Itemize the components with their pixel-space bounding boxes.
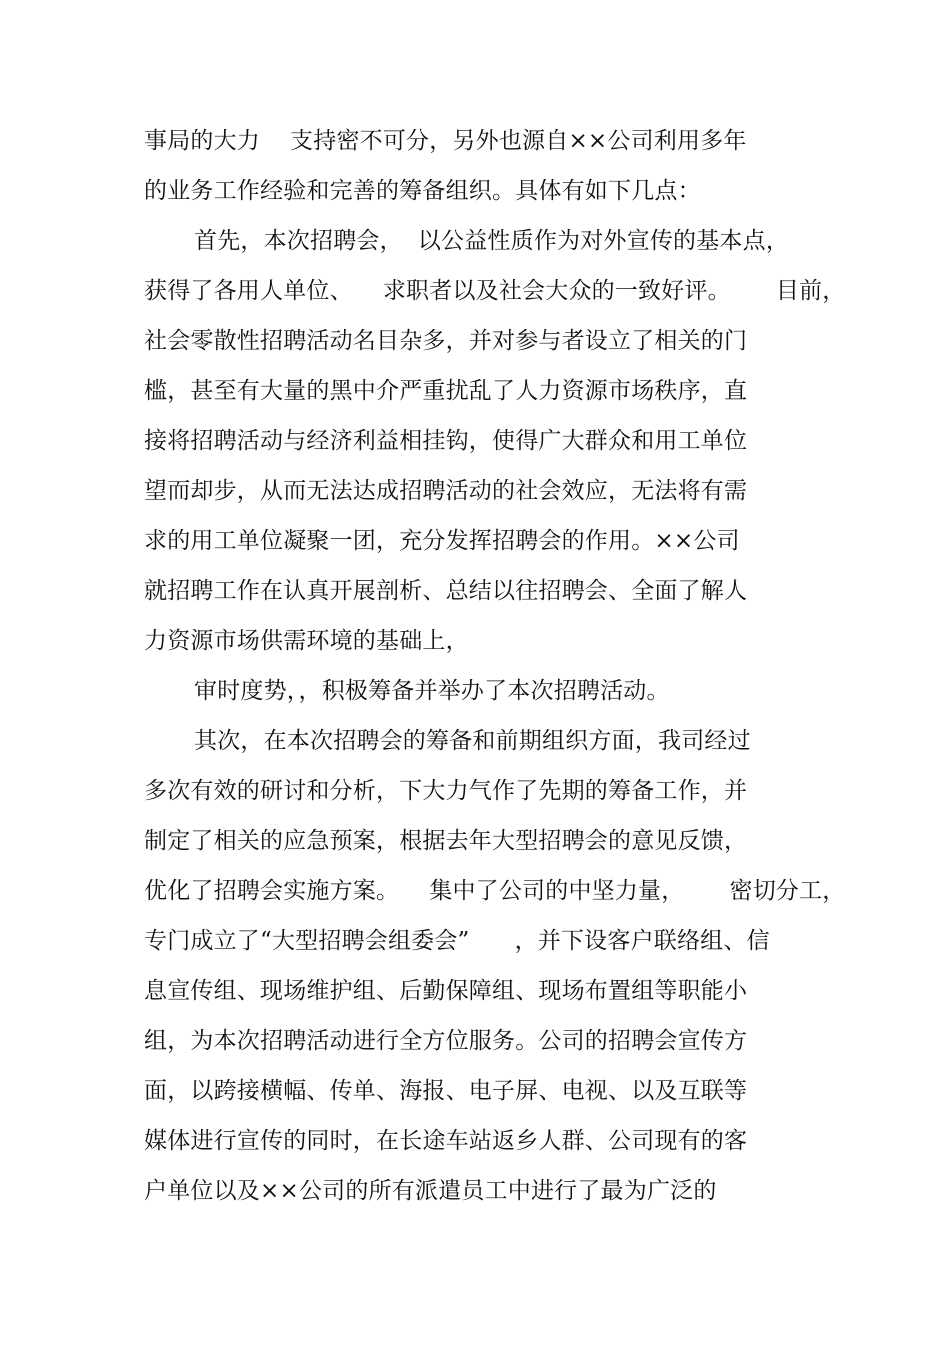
text-line-20: 面，以跨接横幅、传单、海报、电子屏、电视、以及互联等 [144, 1078, 748, 1104]
text-line-3: 首先，本次招聘会， 以公益性质作为对外宣传的基本点， [194, 228, 790, 254]
text-line-12: 审时度势，，积极筹备并举办了本次招聘活动。 [194, 678, 670, 704]
text-line-13: 其次，在本次招聘会的筹备和前期组织方面，我司经过 [194, 728, 751, 754]
text-line-7: 接将招聘活动与经济利益相挂钩，使得广大群众和用工单位 [144, 428, 748, 454]
text-line-8: 望而却步，从而无法达成招聘活动的社会效应，无法将有需 [144, 478, 748, 504]
text-line-10: 就招聘工作在认真开展剖析、总结以往招聘会、全面了解人 [144, 578, 748, 604]
text-line-5: 社会零散性招聘活动名目杂多，并对参与者设立了相关的门 [144, 328, 748, 354]
text-line-15: 制定了相关的应急预案，根据去年大型招聘会的意见反馈， [144, 828, 748, 854]
text-line-2: 的业务工作经验和完善的筹备组织。具体有如下几点： [144, 178, 701, 204]
text-line-14: 多次有效的研讨和分析，下大力气作了先期的筹备工作，并 [144, 778, 748, 804]
text-line-1: 事局的大力 支持密不可分，另外也源自××公司利用多年 [144, 128, 747, 154]
text-line-19: 组，为本次招聘活动进行全方位服务。公司的招聘会宣传方 [144, 1028, 748, 1054]
text-line-22: 户单位以及××公司的所有派遣员工中进行了最为广泛的 [144, 1178, 717, 1204]
text-line-18: 息宣传组、现场维护组、后勤保障组、现场布置组等职能小 [144, 978, 748, 1004]
text-line-6: 槛，甚至有大量的黑中介严重扰乱了人力资源市场秩序，直 [144, 378, 748, 404]
text-line-17: 专门成立了“大型招聘会组委会” ，并下设客户联络组、信 [144, 928, 770, 954]
text-line-11: 力资源市场供需环境的基础上， [144, 628, 469, 654]
text-line-9: 求的用工单位凝聚一团，充分发挥招聘会的作用。××公司 [144, 528, 740, 554]
text-line-21: 媒体进行宣传的同时，在长途车站返乡人群、公司现有的客 [144, 1128, 748, 1154]
text-line-4: 获得了各用人单位、 求职者以及社会大众的一致好评。 目前， [144, 278, 846, 304]
text-line-16: 优化了招聘会实施方案。 集中了公司的中坚力量， 密切分工， [144, 878, 846, 904]
